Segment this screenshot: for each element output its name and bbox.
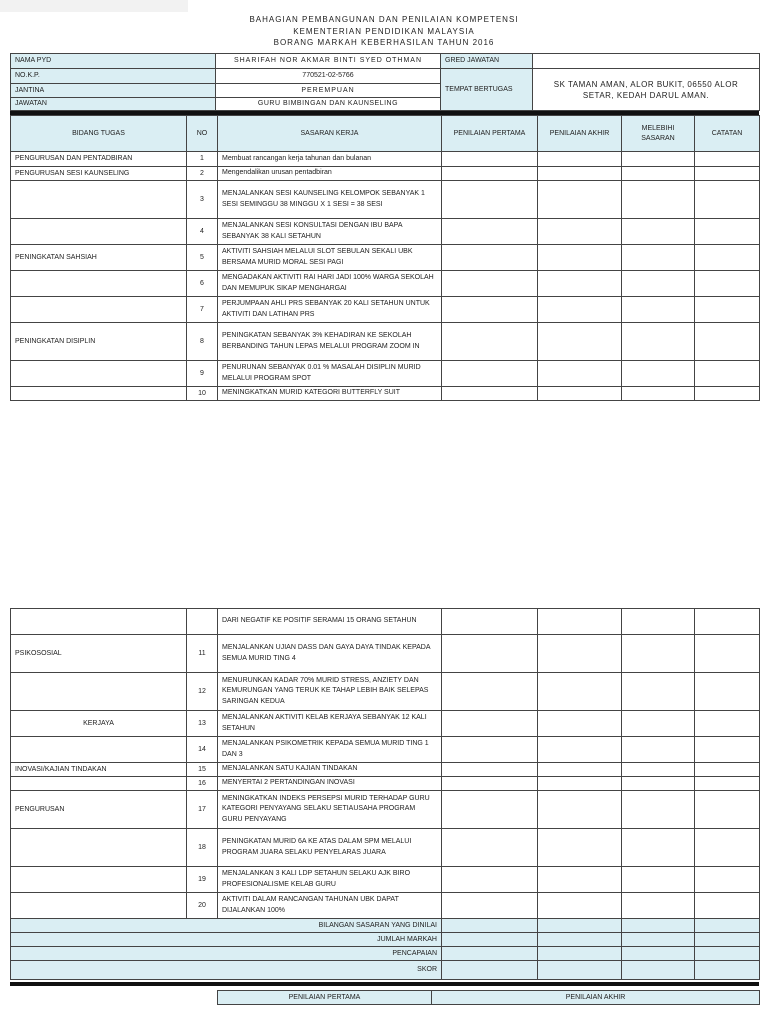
col-sasaran: SASARAN KERJA <box>218 116 442 152</box>
divider-thick-bottom <box>10 982 759 986</box>
sasaran-cell: MENJALANKAN SESI KONSULTASI DENGAN IBU BAPA SEBANYAK 38 KALI SETAHUN <box>218 219 442 245</box>
sasaran-cell: AKTIVITI DALAM RANCANGAN TAHUNAN UBK DAPAT DIJALANKAN 100% <box>218 893 442 919</box>
bidang-cell <box>11 219 187 245</box>
no-cell: 7 <box>187 297 218 323</box>
bidang-cell <box>11 297 187 323</box>
no-cell: 9 <box>187 361 218 387</box>
gred-label: GRED JAWATAN <box>441 54 533 69</box>
sasaran-cell: PENURUNAN SEBANYAK 0.01 % MASALAH DISIPLIN MURID MELALUI PROGRAM SPOT <box>218 361 442 387</box>
no-cell: 12 <box>187 673 218 711</box>
nama-value: SHARIFAH NOR AKMAR BINTI SYED OTHMAN <box>216 54 441 69</box>
sasaran-cell: MENYERTAI 2 PERTANDINGAN INOVASI <box>218 777 442 791</box>
table-row <box>11 737 760 763</box>
header-line-1: BAHAGIAN PEMBANGUNAN DAN PENILAIAN KOMPETENSI <box>249 15 519 24</box>
no-cell: 5 <box>187 245 218 271</box>
no-cell <box>187 609 218 635</box>
bidang-cell <box>11 893 187 919</box>
table-row <box>11 152 760 167</box>
sasaran-cell: MENJALANKAN SATU KAJIAN TINDAKAN <box>218 763 442 777</box>
table-row <box>11 387 760 401</box>
footer-table <box>217 990 760 1005</box>
sasaran-cell: MENJALANKAN AKTIVITI KELAB KERJAYA SEBANYAK 12 KALI SETAHUN <box>218 711 442 737</box>
footer-pertama: PENILAIAN PERTAMA <box>218 991 432 1005</box>
bidang-cell <box>11 737 187 763</box>
no-cell: 16 <box>187 777 218 791</box>
sasaran-cell: PENINGKATAN MURID 6A KE ATAS DALAM SPM MELALUI PROGRAM JUARA SELAKU PENYELARAS JUARA <box>218 829 442 867</box>
bidang-cell <box>11 271 187 297</box>
target-table-page-1 <box>10 115 760 401</box>
sasaran-cell: MENJALANKAN UJIAN DASS DAN GAYA DAYA TINDAK KEPADA SEMUA MURID TING 4 <box>218 635 442 673</box>
bidang-cell <box>11 829 187 867</box>
bidang-cell <box>11 673 187 711</box>
table-row <box>11 271 760 297</box>
form-header <box>0 14 768 49</box>
table-row <box>11 361 760 387</box>
col-no: NO <box>187 116 218 152</box>
bidang-cell <box>11 181 187 219</box>
no-cell: 4 <box>187 219 218 245</box>
pencapaian-label: PENCAPAIAN <box>11 947 442 961</box>
no-cell: 15 <box>187 763 218 777</box>
sasaran-cell: MENJALANKAN SESI KAUNSELING KELOMPOK SEBANYAK 1 SESI SEMINGGU 38 MINGGU X 1 SESI = 38 SESI <box>218 181 442 219</box>
no-cell: 18 <box>187 829 218 867</box>
skor-label: SKOR <box>11 961 442 980</box>
jawatan-value: GURU BIMBINGAN DAN KAUNSELING <box>216 98 441 111</box>
nama-label: NAMA PYD <box>11 54 216 69</box>
no-cell: 19 <box>187 867 218 893</box>
sasaran-cell: Mengendalikan urusan pentadbiran <box>218 167 442 181</box>
col-akhir: PENILAIAN AKHIR <box>538 116 622 152</box>
jantina-value: PEREMPUAN <box>216 84 441 98</box>
bidang-cell <box>11 361 187 387</box>
bidang-cell: PENINGKATAN SAHSIAH <box>11 245 187 271</box>
table-row <box>11 791 760 829</box>
col-catatan: CATATAN <box>695 116 760 152</box>
footer-akhir: PENILAIAN AKHIR <box>432 991 760 1005</box>
col-pertama: PENILAIAN PERTAMA <box>442 116 538 152</box>
table-row <box>11 245 760 271</box>
header-line-2: KEMENTERIAN PENDIDIKAN MALAYSIA <box>293 26 475 36</box>
table-row <box>11 829 760 867</box>
table-row <box>11 323 760 361</box>
no-cell: 10 <box>187 387 218 401</box>
sasaran-cell: DARI NEGATIF KE POSITIF SERAMAI 15 ORANG SETAHUN <box>218 609 442 635</box>
no-cell: 17 <box>187 791 218 829</box>
sasaran-cell: PENINGKATAN SEBANYAK 3% KEHADIRAN KE SEKOLAH BERBANDING TAHUN LEPAS MELALUI PROGRAM ZOOM IN <box>218 323 442 361</box>
nokp-value: 770521-02-5766 <box>216 69 441 84</box>
table-row <box>11 777 760 791</box>
bilangan-label: BILANGAN SASARAN YANG DINILAI <box>11 919 442 933</box>
table-row <box>11 297 760 323</box>
table-row <box>11 893 760 919</box>
no-cell: 20 <box>187 893 218 919</box>
sasaran-cell: MENGADAKAN AKTIVITI RAI HARI JADI 100% WARGA SEKOLAH DAN MEMUPUK SIKAP MENGHARGAI <box>218 271 442 297</box>
target-table-page-2 <box>10 608 760 980</box>
table-row <box>11 711 760 737</box>
sasaran-cell: MENINGKATKAN INDEKS PERSEPSI MURID TERHADAP GURU KATEGORI PENYAYANG SELAKU SETIAUSAHA PROGRAM GURU PENYAYANG <box>218 791 442 829</box>
jawatan-label: JAWATAN <box>11 98 216 111</box>
sasaran-cell: MENJALANKAN 3 KALI LDP SETAHUN SELAKU AJK BIRO PROFESIONALISME KELAB GURU <box>218 867 442 893</box>
table-row <box>11 867 760 893</box>
jantina-label: JANTINA <box>11 84 216 98</box>
no-cell: 11 <box>187 635 218 673</box>
sasaran-cell: PERJUMPAAN AHLI PRS SEBANYAK 20 KALI SETAHUN UNTUK AKTIVITI DAN LATIHAN PRS <box>218 297 442 323</box>
table-row <box>11 763 760 777</box>
summary-row-bilangan <box>11 919 760 933</box>
tempat-value: SK TAMAN AMAN, ALOR BUKIT, 06550 ALOR SETAR, KEDAH DARUL AMAN. <box>533 69 760 111</box>
header-line-3: BORANG MARKAH KEBERHASILAN TAHUN 2016 <box>273 38 495 47</box>
bidang-cell: PENGURUSAN DAN PENTADBIRAN <box>11 152 187 167</box>
summary-row-jumlah <box>11 933 760 947</box>
bidang-cell <box>11 777 187 791</box>
summary-row-skor <box>11 961 760 980</box>
bidang-cell <box>11 867 187 893</box>
bidang-cell: PSIKOSOSIAL <box>11 635 187 673</box>
summary-row-pencapaian <box>11 947 760 961</box>
table-row <box>11 673 760 711</box>
top-gray-bar <box>0 0 188 12</box>
bidang-cell <box>11 387 187 401</box>
sasaran-cell: AKTIVITI SAHSIAH MELALUI SLOT SEBULAN SEKALI UBK BERSAMA MURID MORAL SESI PAGI <box>218 245 442 271</box>
gred-value <box>533 54 760 69</box>
jumlah-label: JUMLAH MARKAH <box>11 933 442 947</box>
sasaran-cell: MENURUNKAN KADAR 70% MURID STRESS, ANZIETY DAN KEMURUNGAN YANG TERUK KE TAHAP LEBIH BAIK SELEPAS SARINGAN KEDUA <box>218 673 442 711</box>
table-row <box>11 219 760 245</box>
tempat-label: TEMPAT BERTUGAS <box>441 69 533 111</box>
table-header-row <box>11 116 760 152</box>
bidang-cell <box>11 609 187 635</box>
bidang-cell: PENGURUSAN <box>11 791 187 829</box>
no-cell: 2 <box>187 167 218 181</box>
sasaran-cell: Membuat rancangan kerja tahunan dan bulanan <box>218 152 442 167</box>
sasaran-cell: MENINGKATKAN MURID KATEGORI BUTTERFLY SUIT <box>218 387 442 401</box>
col-melebihi: MELEBIHI SASARAN <box>622 116 695 152</box>
table-row <box>11 609 760 635</box>
table-row <box>11 635 760 673</box>
sasaran-cell: MENJALANKAN PSIKOMETRIK KEPADA SEMUA MURID TING 1 DAN 3 <box>218 737 442 763</box>
no-cell: 8 <box>187 323 218 361</box>
nokp-label: NO.K.P. <box>11 69 216 84</box>
bidang-cell: KERJAYA <box>11 711 187 737</box>
table-row <box>11 181 760 219</box>
bidang-cell: INOVASI/KAJIAN TINDAKAN <box>11 763 187 777</box>
col-bidang: BIDANG TUGAS <box>11 116 187 152</box>
no-cell: 1 <box>187 152 218 167</box>
no-cell: 13 <box>187 711 218 737</box>
no-cell: 3 <box>187 181 218 219</box>
bidang-cell: PENGURUSAN SESI KAUNSELING <box>11 167 187 181</box>
table-row <box>11 167 760 181</box>
info-table <box>10 53 760 111</box>
no-cell: 6 <box>187 271 218 297</box>
no-cell: 14 <box>187 737 218 763</box>
bidang-cell: PENINGKATAN DISIPLIN <box>11 323 187 361</box>
